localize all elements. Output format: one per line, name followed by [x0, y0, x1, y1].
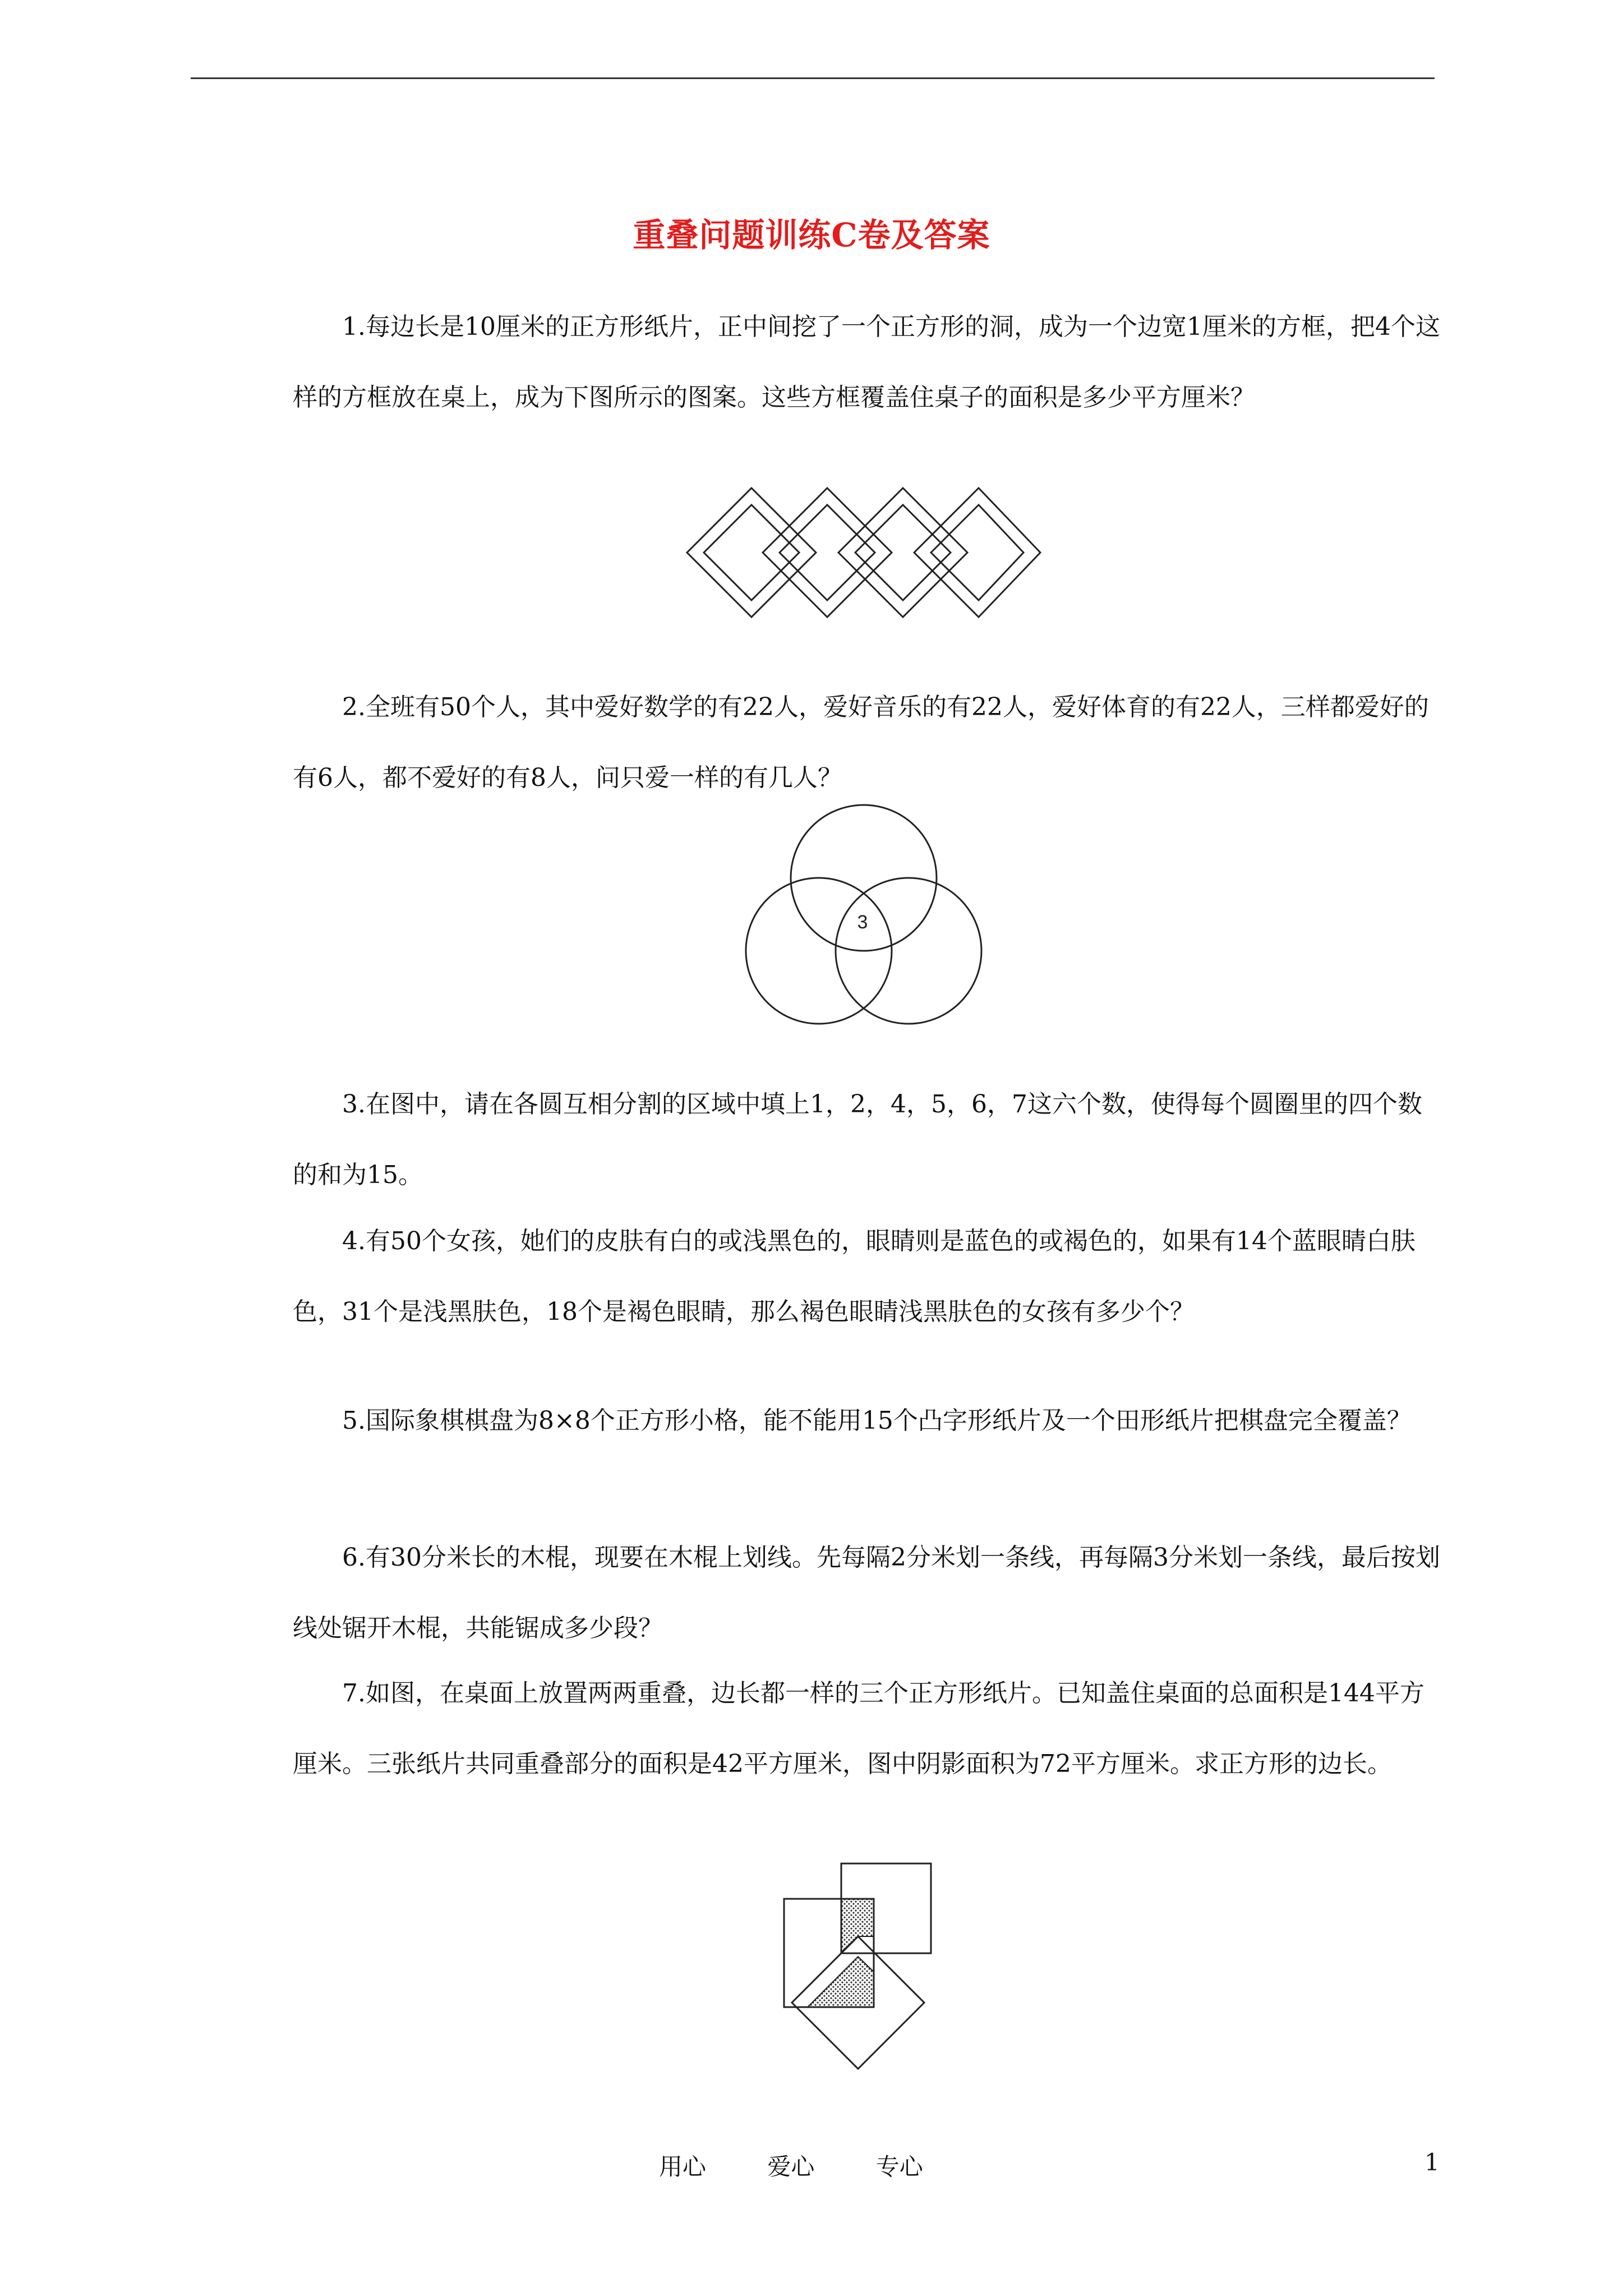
- venn-center-label: 3: [857, 912, 868, 933]
- footer-word-3: 专心: [875, 2153, 923, 2180]
- three-squares-figure: [774, 1851, 965, 2132]
- shaded-region-top: [841, 1899, 874, 1952]
- four-diamond-frames-figure: [684, 482, 1043, 628]
- footer-word-1: 用心: [659, 2153, 707, 2180]
- question-7: 7.如图，在桌面上放置两两重叠，边长都一样的三个正方形纸片。已知盖住桌面的总面积是144平方厘米。三张纸片共同重叠部分的面积是42平方厘米，图中阴影面积为72平方厘米。求正方形的边长。: [293, 1679, 1424, 1778]
- question-4: 4.有50个女孩，她们的皮肤有白的或浅黑色的，眼睛则是蓝色的或褐色的，如果有14个蓝眼睛白肤色，31个是浅黑肤色，18个是褐色眼睛，那么褐色眼睛浅黑肤色的女孩有多少个？: [293, 1227, 1415, 1326]
- question-3: 3.在图中，请在各圆互相分割的区域中填上1，2，4，5，6，7这六个数，使得每个圆圈里的四个数的和为15。: [293, 1090, 1422, 1189]
- question-5: 5.国际象棋棋盘为8×8个正方形小格，能不能用15个凸字形纸片及一个田形纸片把棋盘完全覆盖？: [342, 1406, 1412, 1435]
- question-1: 1.每边长是10厘米的正方形纸片，正中间挖了一个正方形的洞，成为一个边宽1厘米的方框，把4个这样的方框放在桌上，成为下图所示的图案。这些方框覆盖住桌子的面积是多少平方厘米？: [293, 312, 1440, 412]
- footer-word-2: 爱心: [767, 2153, 815, 2180]
- page-number: 1: [1424, 2148, 1440, 2176]
- page-title: 重叠问题训练C卷及答案: [633, 216, 990, 254]
- header-rule: [191, 77, 1435, 79]
- question-2: 2.全班有50个人，其中爱好数学的有22人，爱好音乐的有22人，爱好体育的有22人，三样都爱好的有6人，都不爱好的有8人，问只爱一样的有几人？: [293, 693, 1429, 792]
- shaded-region-bottom: [808, 1957, 874, 2007]
- footer-motto: [659, 2148, 977, 2182]
- venn-diagram-figure: [740, 802, 987, 1043]
- question-6: 6.有30分米长的木棍，现要在木棍上划线。先每隔2分米划一条线，再每隔3分米划一条线，最后按划线处锯开木棍，共能锯成多少段？: [293, 1543, 1440, 1642]
